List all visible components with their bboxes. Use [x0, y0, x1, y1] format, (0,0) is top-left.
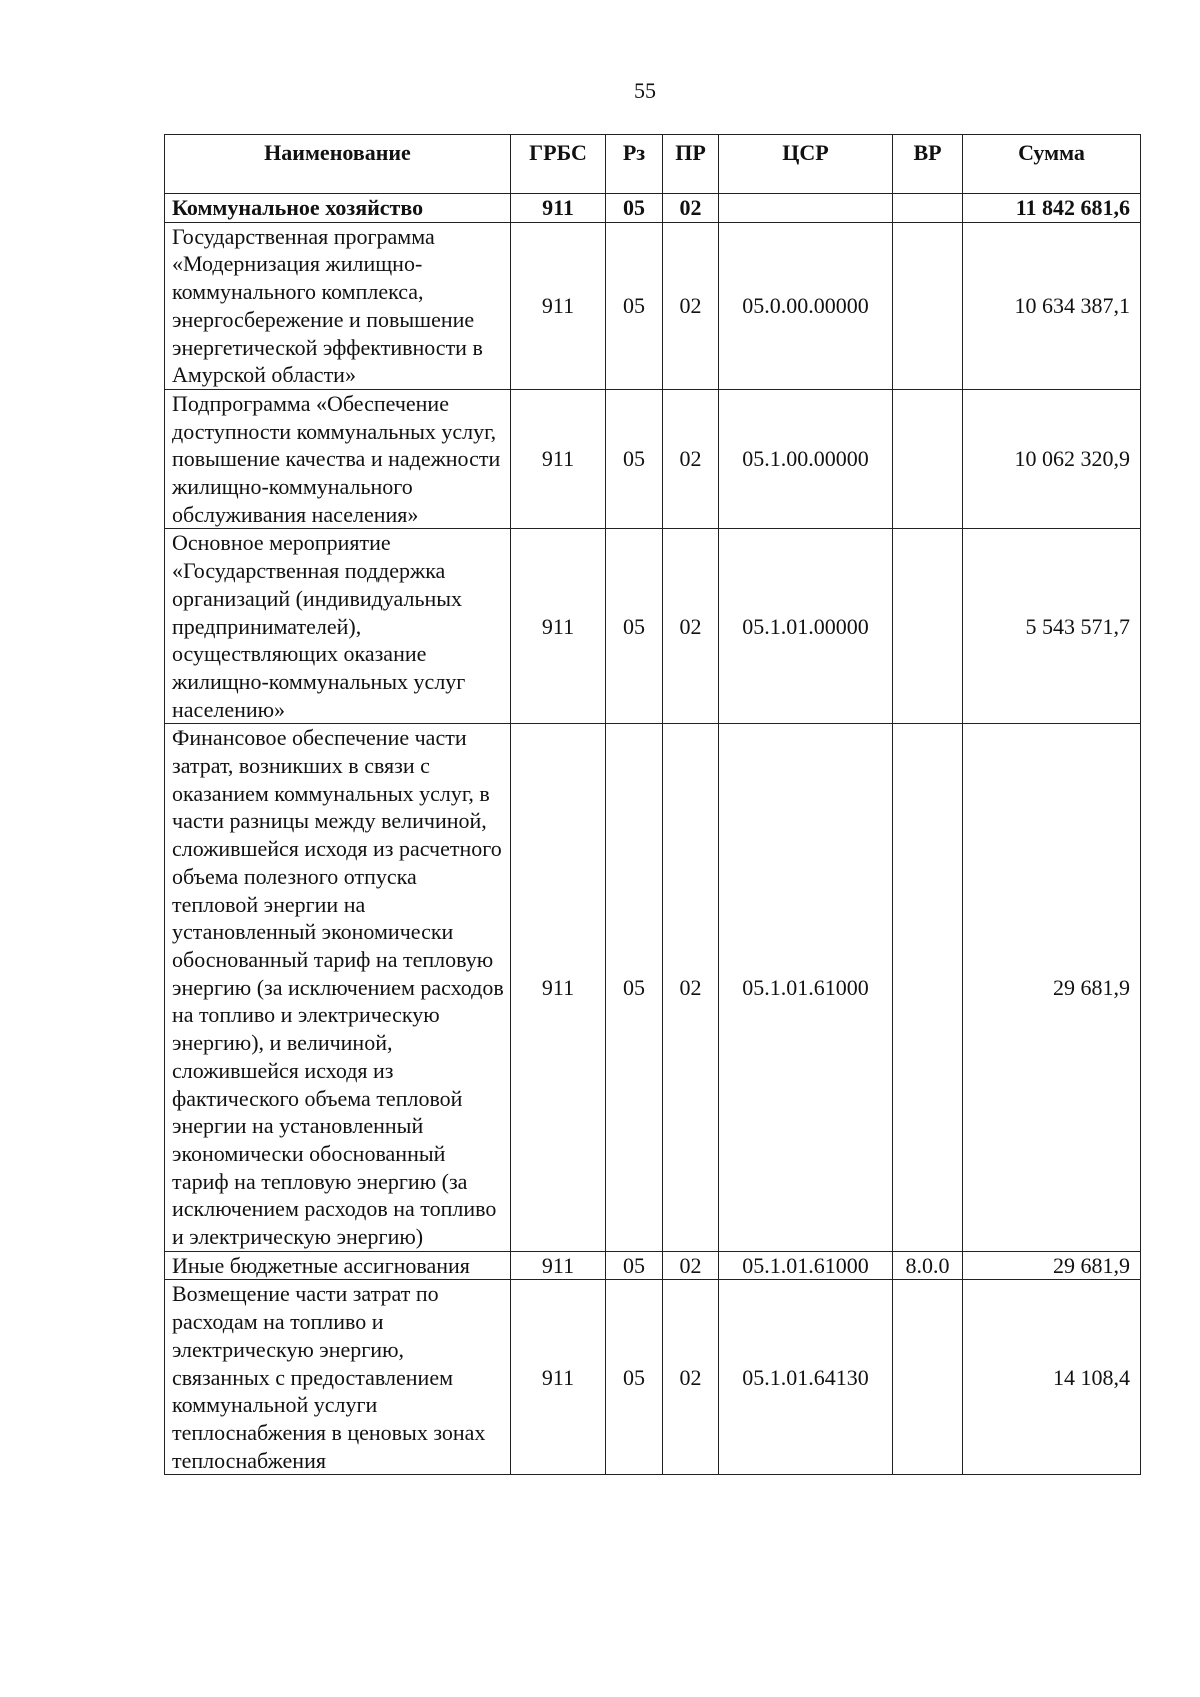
row-pr: 02	[663, 389, 719, 529]
table-row	[165, 222, 1141, 389]
row-grbs: 911	[511, 724, 606, 1251]
row-csr	[719, 194, 893, 223]
row-name: Иные бюджетные ассигнования	[165, 1251, 511, 1280]
row-rz: 05	[606, 529, 663, 724]
row-pr: 02	[663, 194, 719, 223]
row-name: Подпрограмма «Обеспечение доступности коммунальных услуг, повышение качества и надежности жилищно-коммунального обслуживания населения»	[165, 389, 511, 529]
row-pr: 02	[663, 1280, 719, 1475]
row-rz: 05	[606, 389, 663, 529]
row-csr: 05.1.01.00000	[719, 529, 893, 724]
row-name: Возмещение части затрат по расходам на топливо и электрическую энергию, связанных с предоставлением коммунальной услуги теплоснабжения в ценовых зонах теплоснабжения	[165, 1280, 511, 1475]
row-grbs: 911	[511, 389, 606, 529]
row-grbs: 911	[511, 194, 606, 223]
row-rz: 05	[606, 1280, 663, 1475]
header-grbs: ГРБС	[511, 135, 606, 194]
row-csr: 05.1.01.61000	[719, 724, 893, 1251]
row-sum: 5 543 571,7	[963, 529, 1141, 724]
row-grbs: 911	[511, 1251, 606, 1280]
row-pr: 02	[663, 1251, 719, 1280]
table-row	[165, 389, 1141, 529]
row-vr: 8.0.0	[893, 1251, 963, 1280]
row-csr: 05.1.00.00000	[719, 389, 893, 529]
header-csr: ЦСР	[719, 135, 893, 194]
row-csr: 05.1.01.61000	[719, 1251, 893, 1280]
header-rz: Рз	[606, 135, 663, 194]
row-vr	[893, 724, 963, 1251]
row-vr	[893, 194, 963, 223]
table-row	[165, 529, 1141, 724]
row-vr	[893, 222, 963, 389]
row-sum: 10 062 320,9	[963, 389, 1141, 529]
header-pr: ПР	[663, 135, 719, 194]
page-number: 55	[634, 78, 656, 103]
row-vr	[893, 1280, 963, 1475]
row-name: Финансовое обеспечение части затрат, возникших в связи с оказанием коммунальных услуг, в части разницы между величиной, сложившейся исходя из расчетного объема полезного отпуска тепловой энергии на установленный экономически обоснованный тариф на тепловую энергию (за исключением расходов на топливо и электрическую энергию), и величиной, сложившейся исходя из фактического объема тепловой энергии на установленный экономически обоснованный тариф на тепловую энергию (за исключением расходов на топливо и электрическую энергию)	[165, 724, 511, 1251]
row-csr: 05.1.01.64130	[719, 1280, 893, 1475]
row-grbs: 911	[511, 222, 606, 389]
row-sum: 29 681,9	[963, 724, 1141, 1251]
row-pr: 02	[663, 529, 719, 724]
table-header-row	[165, 135, 1141, 194]
row-sum: 29 681,9	[963, 1251, 1141, 1280]
header-vr: ВР	[893, 135, 963, 194]
row-rz: 05	[606, 724, 663, 1251]
row-csr: 05.0.00.00000	[719, 222, 893, 389]
row-vr	[893, 529, 963, 724]
row-sum: 14 108,4	[963, 1280, 1141, 1475]
table-row	[165, 1280, 1141, 1475]
budget-table	[164, 134, 1141, 1475]
row-grbs: 911	[511, 1280, 606, 1475]
row-rz: 05	[606, 194, 663, 223]
table-row	[165, 1251, 1141, 1280]
row-pr: 02	[663, 222, 719, 389]
header-name: Наименование	[165, 135, 511, 194]
table-row	[165, 194, 1141, 223]
row-name: Коммунальное хозяйство	[165, 194, 511, 223]
row-pr: 02	[663, 724, 719, 1251]
header-sum: Сумма	[963, 135, 1141, 194]
row-grbs: 911	[511, 529, 606, 724]
row-name: Основное мероприятие «Государственная поддержка организаций (индивидуальных предпринимателей), осуществляющих оказание жилищно-коммунальных услуг населению»	[165, 529, 511, 724]
row-vr	[893, 389, 963, 529]
table-row	[165, 724, 1141, 1251]
row-rz: 05	[606, 222, 663, 389]
row-sum: 10 634 387,1	[963, 222, 1141, 389]
row-name: Государственная программа «Модернизация жилищно-коммунального комплекса, энергосбережение и повышение энергетической эффективности в Амурской области»	[165, 222, 511, 389]
row-sum: 11 842 681,6	[963, 194, 1141, 223]
row-rz: 05	[606, 1251, 663, 1280]
